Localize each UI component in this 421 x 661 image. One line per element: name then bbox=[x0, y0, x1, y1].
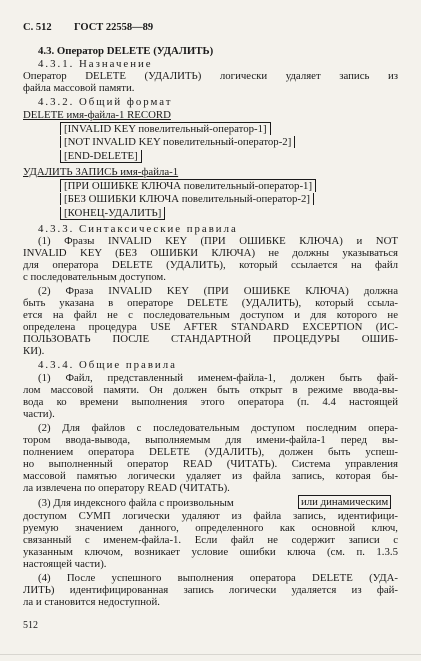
paragraph-line: тором ввода-вывода, выполняемым для имени-файла-1 перед вы- bbox=[23, 434, 398, 446]
paragraph-line: ла извлечена по оператору READ (ЧИТАТЬ). bbox=[23, 482, 230, 494]
subsection-heading: 4.3.4. Общие правила bbox=[38, 359, 177, 371]
paragraph-line: но выполненный оператор READ (ЧИТАТЬ). Система управления bbox=[23, 458, 398, 470]
paragraph-line: доступом СУМП логически удаляют из файла запись, идентифици- bbox=[23, 510, 398, 522]
paragraph-line: ЛИТЬ) идентифицированная запись логически удаляется из фай- bbox=[23, 584, 398, 596]
paragraph-line: КИ). bbox=[23, 345, 45, 357]
paragraph-line: файла массовой памяти. bbox=[23, 82, 135, 94]
format-line: [END-DELETE] bbox=[60, 150, 142, 163]
format-line: [БЕЗ ОШИБКИ КЛЮЧА повелительный-оператор-2] bbox=[60, 193, 314, 205]
paragraph-line: массовой памятью логически удаляет из файла запись, которая бы- bbox=[23, 470, 398, 482]
subsection-heading: 4.3.3. Синтаксические правила bbox=[38, 223, 238, 235]
format-line: УДАЛИТЬ ЗАПИСЬ имя-файла-1 bbox=[23, 166, 179, 178]
page-bottom-divider bbox=[0, 654, 421, 655]
paragraph-line: указанным ключом, возникает условие ошибки ключа (см. п. 1.3.5 bbox=[23, 546, 398, 558]
paragraph-line: Оператор DELETE (УДАЛИТЬ) логически удаляет запись из bbox=[23, 70, 398, 82]
format-line: [КОНЕЦ-УДАЛИТЬ] bbox=[60, 207, 165, 220]
paragraph-line: полнением оператора DELETE (УДАЛИТЬ), должен быть успеш- bbox=[23, 446, 398, 458]
paragraph-line: (1) Фразы INVALID KEY (ПРИ ОШИБКЕ КЛЮЧА) и NOT bbox=[38, 235, 398, 247]
format-line: [NOT INVALID KEY повелительный-оператор-2] bbox=[60, 136, 295, 148]
paragraph-line: вода ко времени выполнения этого оператора (п. 4.4 настоящей bbox=[23, 396, 398, 408]
paragraph-line: быть указана в операторе DELETE (УДАЛИТЬ), который ссыла- bbox=[23, 297, 398, 309]
format-line: [INVALID KEY повелительный-оператор-1] bbox=[60, 122, 271, 135]
format-line: DELETE имя-файла-1 RECORD bbox=[23, 109, 171, 121]
paragraph-line: ПОЛЬЗОВАТЬ ПОСЛЕ СТАНДАРТНОЙ ПРОЦЕДУРЫ ОШИБ- bbox=[23, 333, 398, 345]
paragraph-line: ла и становится недоступной. bbox=[23, 596, 160, 608]
page-header-gost: ГОСТ 22558—89 bbox=[74, 22, 154, 33]
page-header-label: С. 512 bbox=[23, 22, 52, 33]
paragraph-line: (3) Для индексного файла с произвольным bbox=[38, 497, 234, 509]
section-title: 4.3. Оператор DELETE (УДАЛИТЬ) bbox=[38, 45, 214, 57]
subsection-heading: 4.3.2. Общий формат bbox=[38, 96, 173, 108]
paragraph-line: лом массовой памяти. Он должен быть открыт в режиме ввода-вы- bbox=[23, 384, 398, 396]
subsection-heading: 4.3.1. Назначение bbox=[38, 58, 153, 70]
paragraph-line: INVALID KEY (БЕЗ ОШИБКИ КЛЮЧА) не должны указываться bbox=[23, 247, 398, 259]
paragraph-line: с последовательным доступом. bbox=[23, 271, 166, 283]
paragraph-line: части). bbox=[23, 408, 55, 420]
paragraph-line: настоящей части). bbox=[23, 558, 107, 570]
boxed-phrase: или динамическим bbox=[298, 495, 391, 509]
paragraph-line: связанный с именем-файла-1. Если файл не содержит записи с bbox=[23, 534, 398, 546]
page-number: 512 bbox=[23, 620, 38, 631]
paragraph-line: определена процедура USE AFTER STANDARD EXCEPTION (ИС- bbox=[23, 321, 398, 333]
paragraph-line: ется на файл не с последовательным доступом и для которого не bbox=[23, 309, 398, 321]
paragraph-line: (1) Файл, представленный именем-файла-1, должен быть фай- bbox=[38, 372, 398, 384]
paragraph-line: руемую значением данного, определенного как основной ключ, bbox=[23, 522, 398, 534]
paragraph-line: (4) После успешного выполнения оператора DELETE (УДА- bbox=[38, 572, 398, 584]
format-line: [ПРИ ОШИБКЕ КЛЮЧА повелительный-оператор-1] bbox=[60, 179, 316, 192]
paragraph-line: (2) Для файлов с последовательным доступом последним опера- bbox=[38, 422, 398, 434]
paragraph-line: для оператора DELETE (УДАЛИТЬ), который ссылается на файл bbox=[23, 259, 398, 271]
paragraph-line: (2) Фраза INVALID KEY (ПРИ ОШИБКЕ КЛЮЧА) должна bbox=[38, 285, 398, 297]
